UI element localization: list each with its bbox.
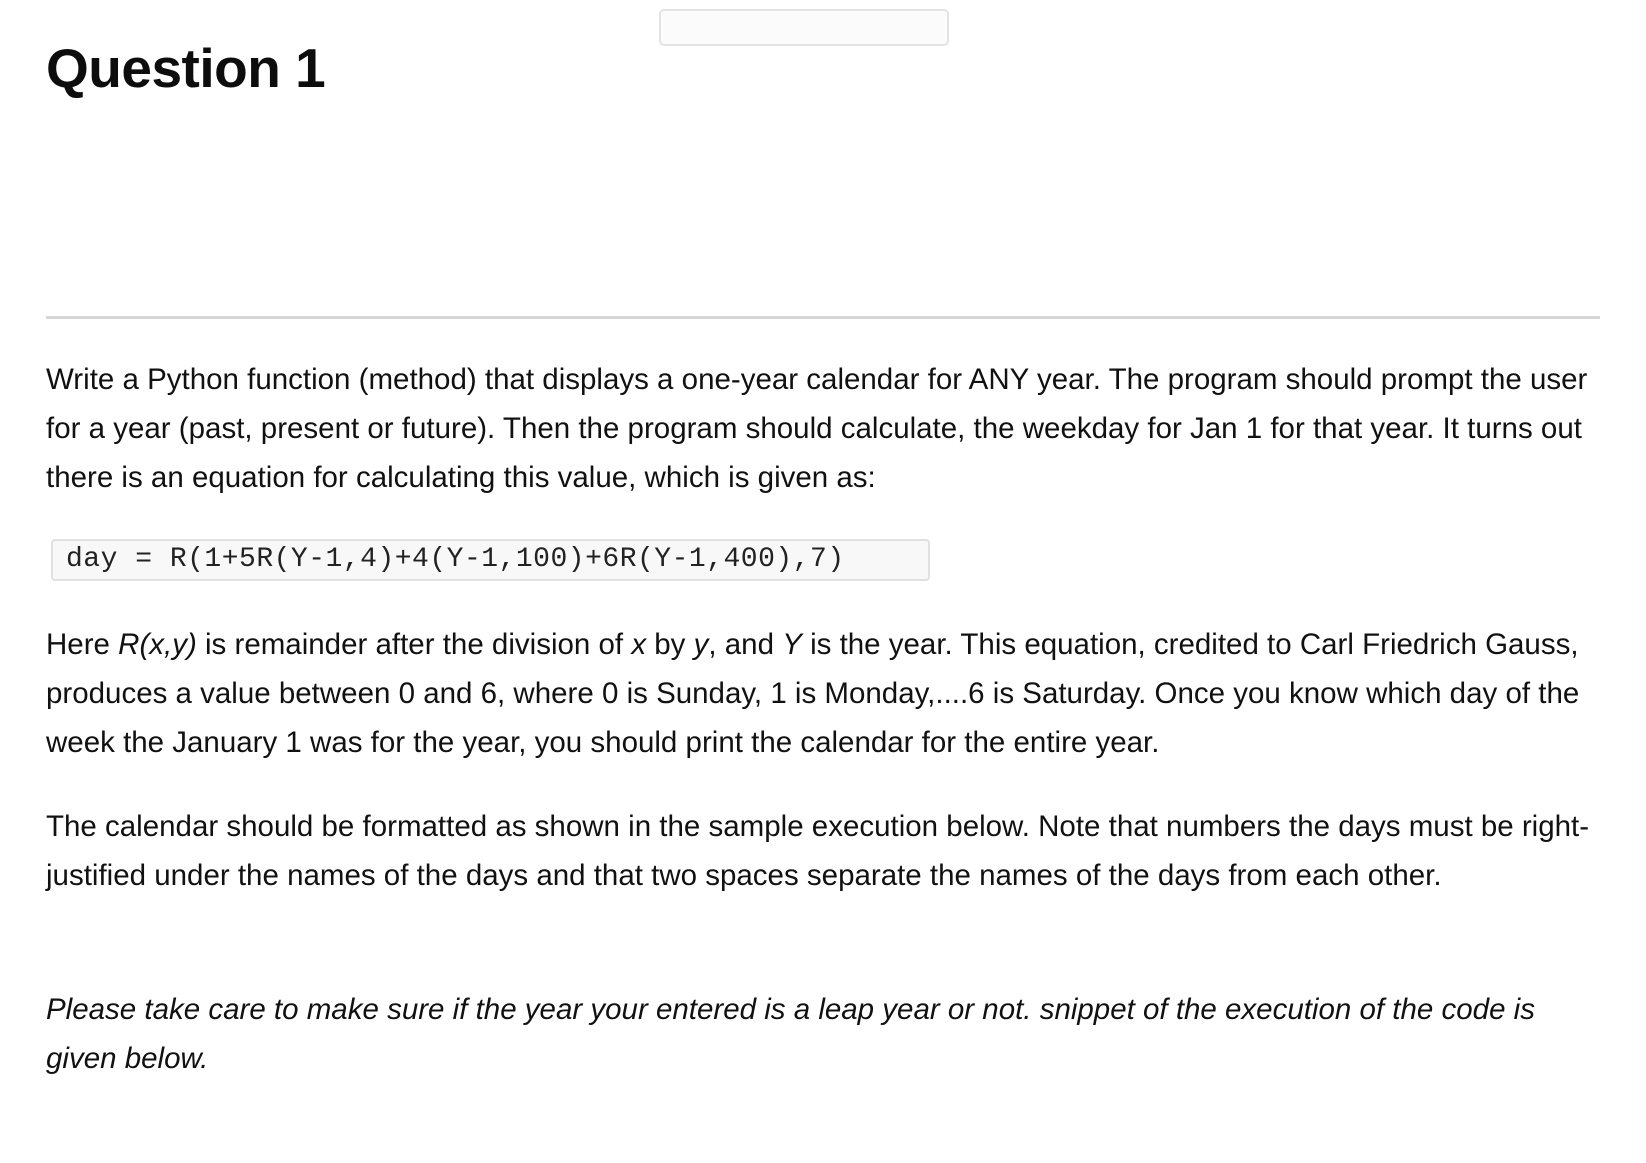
explanation-paragraph [46,620,1611,767]
leap-year-note: Please take care to make sure if the year your entered is a leap year or not. snippet of the execution of the code is given below. [46,993,1535,1075]
variable-y: y [693,628,709,661]
explanation-text: , and [708,628,783,661]
intro-paragraph: Write a Python function (method) that displays a one-year calendar for ANY year. The program should prompt the user for a year (past, present or future). Then the program should calculate, the weekday for Jan 1 for that year. It turns out there is an equation for calculating this value, which is given as: [46,363,1588,494]
top-search-box [659,9,949,46]
explanation-text: is the year. This equation, credited to Carl Friedrich Gauss, produces a value between 0 and 6, where 0 is Sunday, 1 is Monday,....6 is Saturday. Once you know which day of the week the January 1 was for the year, you should print the calendar for the entire year. [46,628,1580,759]
explanation-text: is remainder after the division of [196,628,632,661]
explanation-text: Here [46,628,119,661]
function-r-xy: R(x,y) [118,628,197,661]
equation-code: day = R(1+5R(Y-1,4)+4(Y-1,100)+6R(Y-1,400),7) [51,539,930,581]
format-note-paragraph: The calendar should be formatted as shown in the sample execution below. Note that numbers the days must be right-justified under the names of the days and that two spaces separate the names of the days from each other. [46,810,1590,892]
variable-x: x [631,628,647,661]
divider [46,316,1600,319]
variable-year: Y [782,628,802,661]
page-title: Question 1 [46,37,326,99]
explanation-text: by [646,628,694,661]
